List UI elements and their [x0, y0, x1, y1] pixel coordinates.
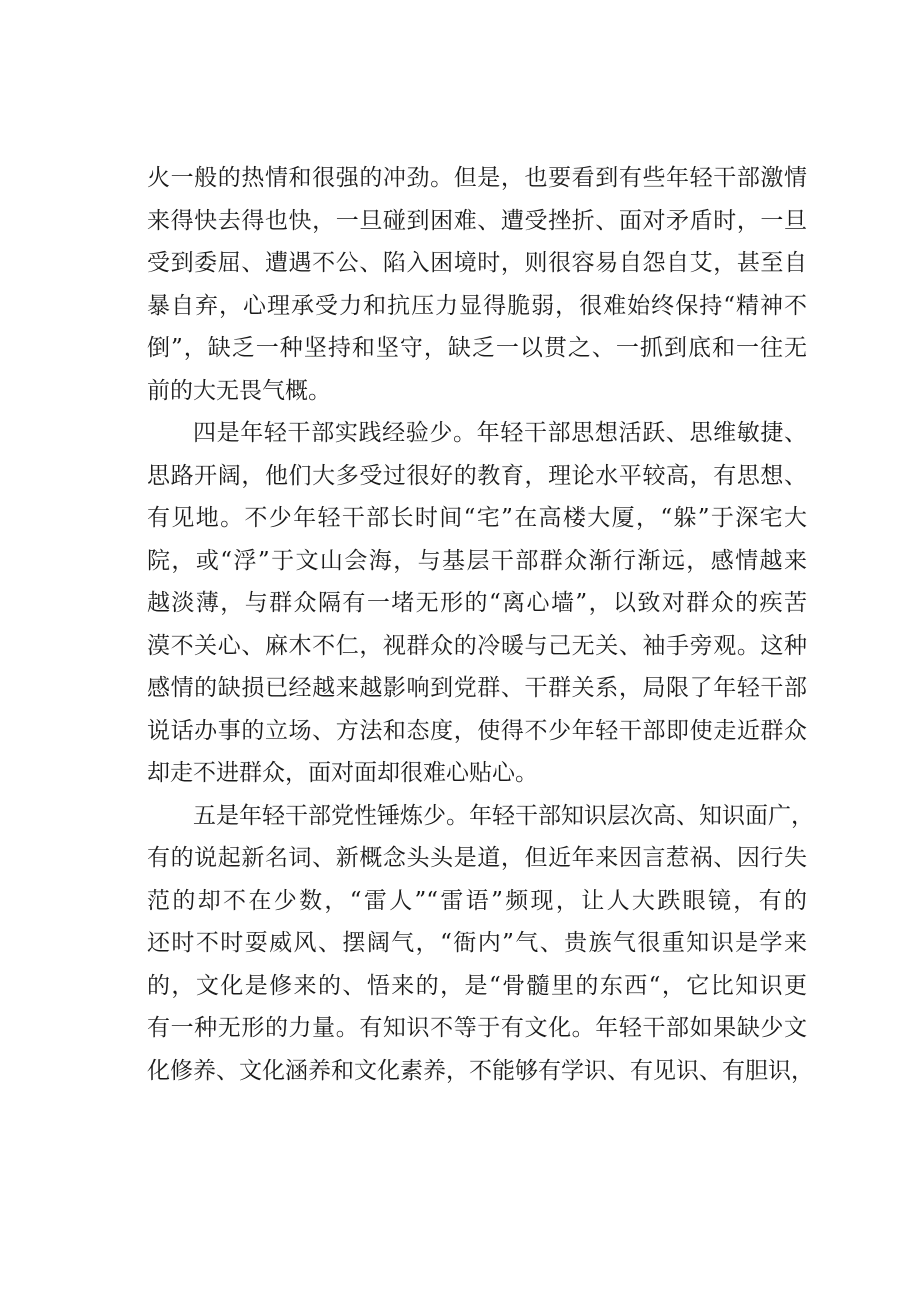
text-line: 思路开阔，他们大多受过很好的教育，理论水平较高，有思想、: [147, 462, 807, 489]
text-line: 的，文化是修来的、悟来的，是“骨髓里的东西“，它比知识更: [147, 972, 807, 999]
text-line: 受到委屈、遭遇不公、陷入困境时，则很容易自怨自艾，甚至自: [147, 250, 807, 276]
text-line: 火一般的热情和很强的冲劲。但是，也要看到有些年轻干部激情: [147, 165, 807, 191]
paragraph-heading-line: 五是年轻干部党性锤炼少。年轻干部知识层次高、知识面广，: [193, 802, 814, 829]
text-line: 范的却不在少数，“雷人”“雷语”频现，让人大跌眼镜，有的: [147, 887, 807, 914]
text-line: 还时不时耍威风、摆阔气，“衙内”气、贵族气很重知识是学来: [147, 930, 807, 956]
text-line: 有一种无形的力量。有知识不等于有文化。年轻干部如果缺少文: [147, 1015, 807, 1041]
text-line: 化修养、文化涵养和文化素养，不能够有学识、有见识、有胆识，: [147, 1057, 814, 1084]
body-text: [147, 157, 814, 1092]
text-line: 有的说起新名词、新概念头头是道，但近年来因言惹祸、因行失: [147, 845, 807, 871]
paragraph-heading-line: 四是年轻干部实践经验少。年轻干部思想活跃、思维敏捷、: [193, 420, 807, 446]
text-line: 有见地。不少年轻干部长时间“宅”在高楼大厦，“躲”于深宅大: [147, 505, 807, 531]
text-line: 感情的缺损已经越来越影响到党群、干群关系，局限了年轻干部: [147, 675, 807, 701]
text-line: 却走不进群众，面对面却很难心贴心。: [147, 760, 538, 786]
text-line: 漠不关心、麻木不仁，视群众的冷暖与己无关、袖手旁观。这种: [147, 632, 807, 659]
text-line: 暴自弃，心理承受力和抗压力显得脆弱，很难始终保持“精神不: [147, 292, 807, 319]
text-line: 越淡薄，与群众隔有一堵无形的“离心墙”，以致对群众的疾苦: [147, 590, 807, 616]
text-line: 倒”，缺乏一种坚持和坚守，缺乏一以贯之、一抓到底和一往无: [147, 335, 807, 361]
text-line: 前的大无畏气概。: [147, 377, 331, 404]
text-line: 来得快去得也快，一旦碰到困难、遭受挫折、面对矛盾时，一旦: [147, 207, 807, 234]
text-line: 说话办事的立场、方法和态度，使得不少年轻干部即使走近群众: [147, 717, 807, 744]
text-line: 院，或“浮”于文山会海，与基层干部群众渐行渐远，感情越来: [147, 547, 807, 574]
